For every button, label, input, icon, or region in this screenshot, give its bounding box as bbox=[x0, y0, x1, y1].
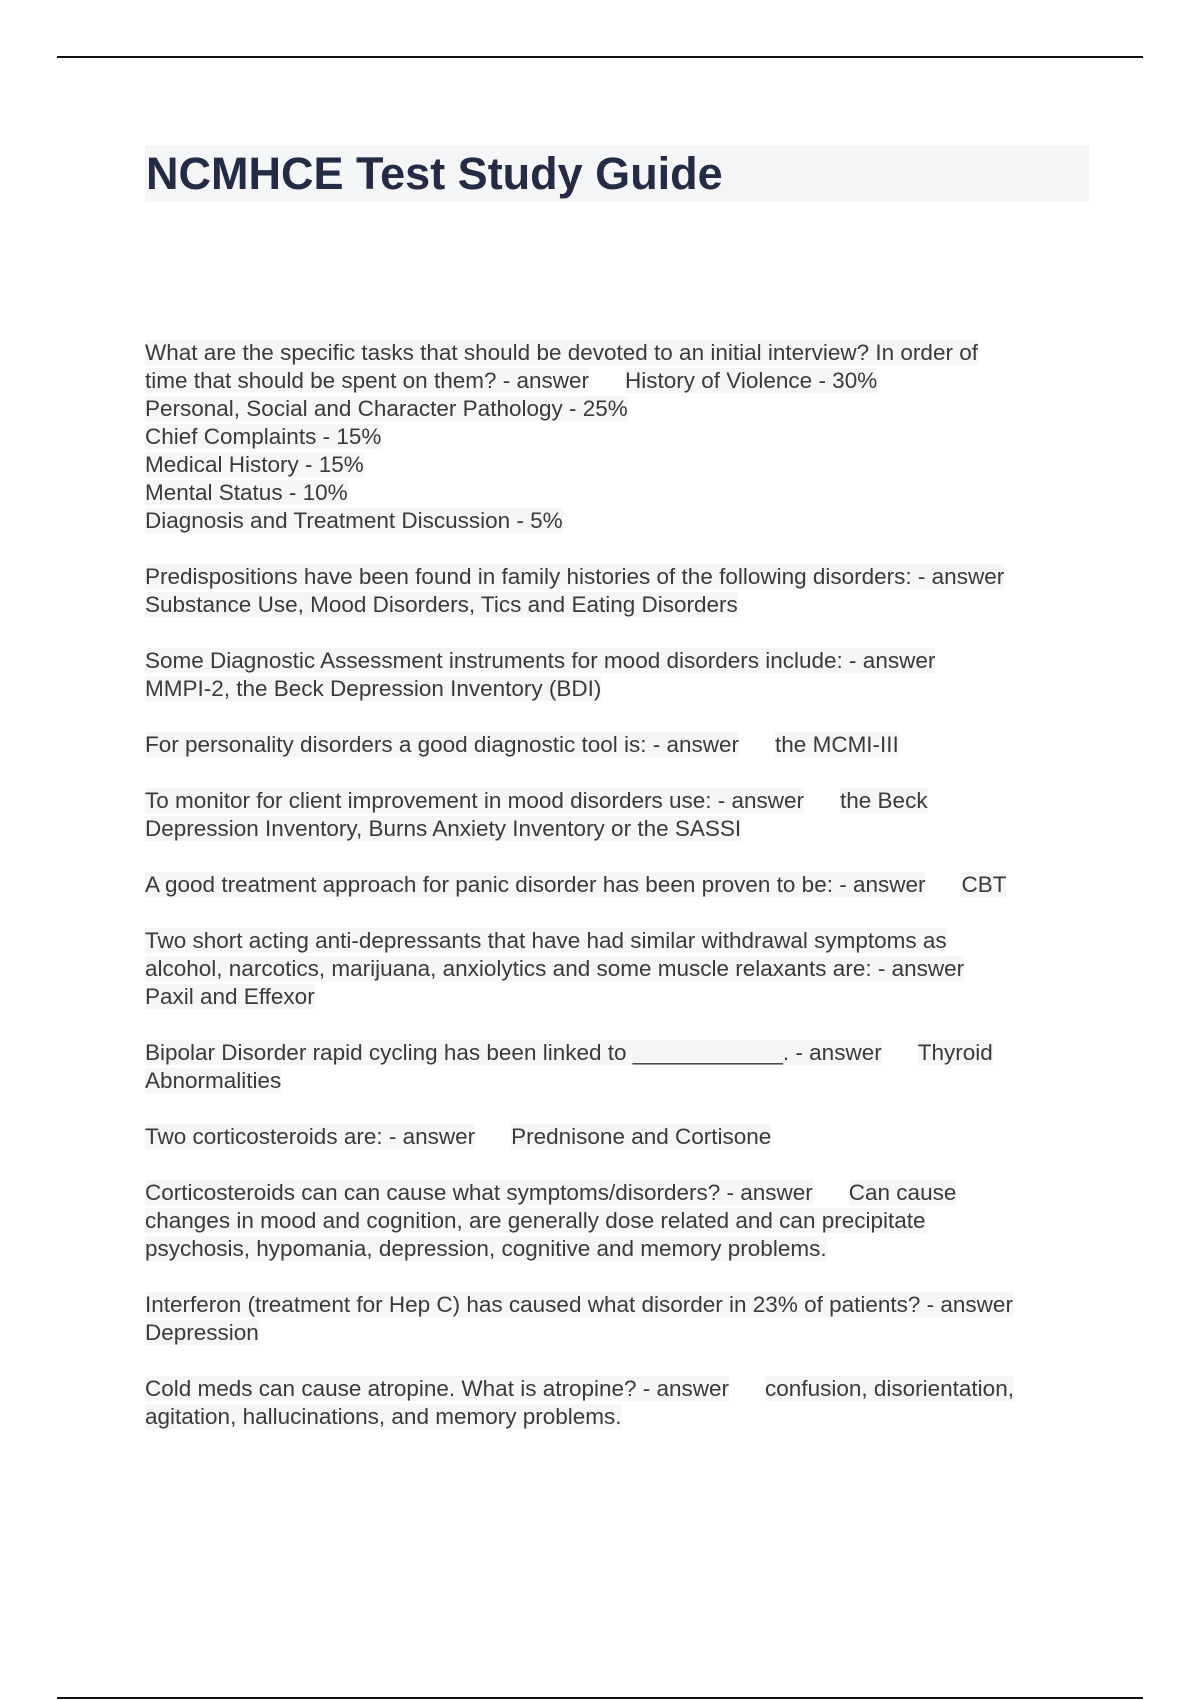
qa-line bbox=[145, 1291, 1105, 1319]
qa-entry bbox=[145, 1179, 1105, 1263]
qa-line bbox=[145, 1179, 1105, 1207]
qa-text: Diagnosis and Treatment Discussion - 5% bbox=[145, 508, 563, 533]
qa-line bbox=[145, 339, 1105, 367]
qa-text: A good treatment approach for panic disorder has been proven to be: - answer bbox=[145, 872, 926, 897]
qa-line bbox=[145, 563, 1105, 591]
qa-line bbox=[145, 1067, 1105, 1095]
qa-text: Abnormalities bbox=[145, 1068, 282, 1093]
qa-line bbox=[145, 815, 1105, 843]
top-rule bbox=[57, 56, 1143, 58]
qa-line bbox=[145, 871, 1105, 899]
qa-text: Depression bbox=[145, 1320, 259, 1345]
qa-line bbox=[145, 367, 1105, 395]
qa-line bbox=[145, 451, 1105, 479]
qa-text: Bipolar Disorder rapid cycling has been linked to ____________. - answer bbox=[145, 1040, 882, 1065]
qa-text: Personal, Social and Character Pathology - 25% bbox=[145, 396, 628, 421]
qa-entry bbox=[145, 787, 1105, 843]
qa-text: Predispositions have been found in family histories of the following disorders: - answer bbox=[145, 564, 1005, 589]
qa-line bbox=[145, 395, 1105, 423]
qa-line bbox=[145, 1403, 1105, 1431]
qa-text: Depression Inventory, Burns Anxiety Inventory or the SASSI bbox=[145, 816, 742, 841]
answer-text: Prednisone and Cortisone bbox=[511, 1124, 772, 1149]
qa-line bbox=[145, 1123, 1105, 1151]
qa-line bbox=[145, 731, 1105, 759]
qa-text: alcohol, narcotics, marijuana, anxiolytics and some muscle relaxants are: - answer bbox=[145, 956, 965, 981]
qa-line bbox=[145, 647, 1105, 675]
qa-text: What are the specific tasks that should be devoted to an initial interview? In order of bbox=[145, 340, 978, 365]
qa-text: To monitor for client improvement in mood disorders use: - answer bbox=[145, 788, 805, 813]
qa-text: time that should be spent on them? - answer bbox=[145, 368, 590, 393]
qa-text: For personality disorders a good diagnostic tool is: - answer bbox=[145, 732, 740, 757]
qa-line bbox=[145, 787, 1105, 815]
qa-line bbox=[145, 1375, 1105, 1403]
qa-line bbox=[145, 507, 1105, 535]
qa-entry bbox=[145, 927, 1105, 1011]
qa-line bbox=[145, 1039, 1105, 1067]
qa-line bbox=[145, 1207, 1105, 1235]
qa-line bbox=[145, 955, 1105, 983]
qa-line bbox=[145, 983, 1105, 1011]
answer-text: confusion, disorientation, bbox=[765, 1376, 1014, 1401]
qa-text: Cold meds can cause atropine. What is atropine? - answer bbox=[145, 1376, 730, 1401]
qa-line bbox=[145, 927, 1105, 955]
answer-text: the MCMI-III bbox=[775, 732, 899, 757]
qa-entry bbox=[145, 1375, 1105, 1431]
answer-text: Can cause bbox=[848, 1180, 957, 1205]
qa-text: Paxil and Effexor bbox=[145, 984, 315, 1009]
qa-text: MMPI-2, the Beck Depression Inventory (BDI) bbox=[145, 676, 602, 701]
qa-text: Medical History - 15% bbox=[145, 452, 364, 477]
answer-text: History of Violence - 30% bbox=[625, 368, 878, 393]
title-block bbox=[145, 145, 1089, 202]
answer-text: Thyroid bbox=[917, 1040, 993, 1065]
qa-list bbox=[145, 339, 1105, 1459]
qa-entry bbox=[145, 1291, 1105, 1347]
qa-text: Interferon (treatment for Hep C) has caused what disorder in 23% of patients? - answer bbox=[145, 1292, 1013, 1317]
qa-line bbox=[145, 1235, 1105, 1263]
qa-text: Some Diagnostic Assessment instruments for mood disorders include: - answer bbox=[145, 648, 936, 673]
qa-text: agitation, hallucinations, and memory problems. bbox=[145, 1404, 622, 1429]
qa-entry bbox=[145, 339, 1105, 535]
qa-text: Two corticosteroids are: - answer bbox=[145, 1124, 476, 1149]
qa-line bbox=[145, 591, 1105, 619]
qa-line bbox=[145, 423, 1105, 451]
qa-text: changes in mood and cognition, are generally dose related and can precipitate bbox=[145, 1208, 926, 1233]
qa-entry bbox=[145, 647, 1105, 703]
qa-entry bbox=[145, 1123, 1105, 1151]
qa-text: Chief Complaints - 15% bbox=[145, 424, 382, 449]
answer-text: the Beck bbox=[840, 788, 928, 813]
qa-entry bbox=[145, 731, 1105, 759]
qa-entry bbox=[145, 1039, 1105, 1095]
answer-text: CBT bbox=[961, 872, 1007, 897]
qa-line bbox=[145, 1319, 1105, 1347]
qa-text: Substance Use, Mood Disorders, Tics and Eating Disorders bbox=[145, 592, 738, 617]
qa-line bbox=[145, 479, 1105, 507]
bottom-rule bbox=[57, 1697, 1143, 1699]
qa-line bbox=[145, 675, 1105, 703]
qa-text: psychosis, hypomania, depression, cognitive and memory problems. bbox=[145, 1236, 827, 1261]
qa-entry bbox=[145, 871, 1105, 899]
qa-text: Mental Status - 10% bbox=[145, 480, 348, 505]
qa-text: Two short acting anti-depressants that have had similar withdrawal symptoms as bbox=[145, 928, 947, 953]
page-title: NCMHCE Test Study Guide bbox=[146, 148, 723, 199]
qa-entry bbox=[145, 563, 1105, 619]
qa-text: Corticosteroids can can cause what symptoms/disorders? - answer bbox=[145, 1180, 813, 1205]
